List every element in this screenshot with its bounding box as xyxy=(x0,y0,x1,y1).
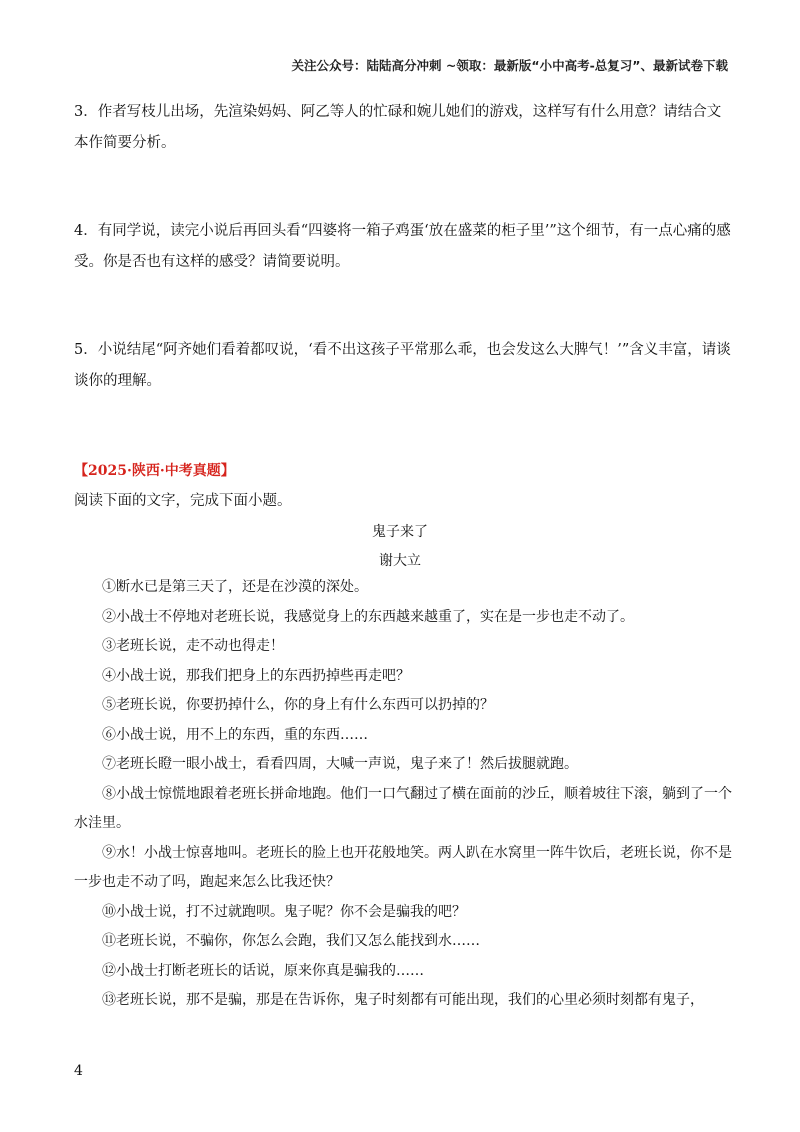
story-paragraph: ⑧小战士惊慌地跟着老班长拼命地跑。他们一口气翻过了横在面前的沙丘，顺着坡往下滚，躺到了一个水洼里。 xyxy=(74,785,732,831)
story-body xyxy=(74,573,734,1016)
story-paragraph: ④小战士说，那我们把身上的东西扔掉些再走吧？ xyxy=(102,667,410,684)
story-paragraph: ①断水已是第三天了，还是在沙漠的深处。 xyxy=(102,579,368,595)
story-author: 谢大立 xyxy=(379,553,421,569)
story-paragraph: ⑫小战士打断老班长的话说，原来你真是骗我的…… xyxy=(102,962,424,979)
page-number: 4 xyxy=(74,1063,83,1079)
story-paragraph: ③老班长说，走不动也得走！ xyxy=(102,638,284,654)
story-title: 鬼子来了 xyxy=(372,524,428,540)
story-paragraph: ⑩小战士说，打不过就跑呗。鬼子呢？你不会是骗我的吧？ xyxy=(102,903,466,920)
story-paragraph: ⑦老班长瞪一眼小战士，看看四周，大喊一声说，鬼子来了！然后拔腿就跑。 xyxy=(102,756,578,772)
story-paragraph: ⑥小战士说，用不上的东西，重的东西…… xyxy=(102,726,368,743)
question-5: 5．小说结尾“阿齐她们看着都叹说，‘看不出这孩子平常那么乖，也会发这么大脾气！’”含义丰富，请谈谈你的理解。 xyxy=(74,342,731,389)
story-paragraph: ⑨水！小战士惊喜地叫。老班长的脸上也开花般地笑。两人趴在水窝里一阵牛饮后，老班长说，你不是一步也走不动了吗，跑起来怎么比我还快？ xyxy=(74,844,732,890)
page-header: 关注公众号：陆陆高分冲刺 ~领取：最新版“小中高考-总复习”、最新试卷下载 xyxy=(291,58,728,73)
story-paragraph: ⑪老班长说，不骗你，你怎么会跑，我们又怎么能找到水…… xyxy=(102,933,480,949)
source-tag: 【2025·陕西·中考真题】 xyxy=(74,463,235,479)
reading-instruction: 阅读下面的文字，完成下面小题。 xyxy=(74,493,292,509)
question-4: 4．有同学说，读完小说后再回头看“四婆将一箱子鸡蛋‘放在盛菜的柜子里’”这个细节，有一点心痛的感受。你是否也有这样的感受？请简要说明。 xyxy=(74,223,731,270)
story-paragraph: ⑬老班长说，那不是骗，那是在告诉你，鬼子时刻都有可能出现，我们的心里必须时刻都有鬼子， xyxy=(102,992,704,1008)
question-3: 3．作者写枝儿出场，先渲染妈妈、阿乙等人的忙碌和婉儿她们的游戏，这样写有什么用意？请结合文本作简要分析。 xyxy=(74,104,722,151)
story-paragraph: ⑤老班长说，你要扔掉什么，你的身上有什么东西可以扔掉的？ xyxy=(102,697,494,713)
story-paragraph: ②小战士不停地对老班长说，我感觉身上的东西越来越重了，实在是一步也走不动了。 xyxy=(102,608,634,625)
